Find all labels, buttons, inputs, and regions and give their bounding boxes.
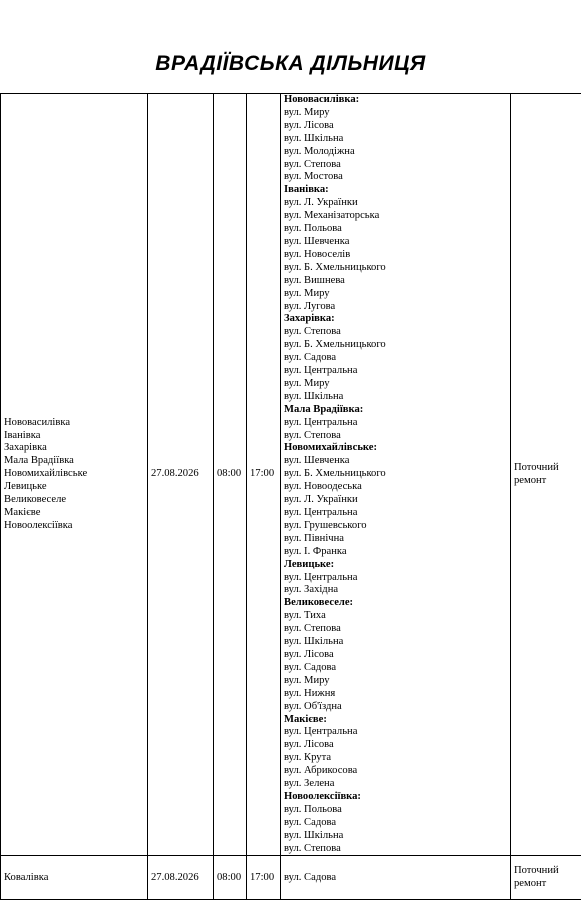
street-item: вул. Зелена [284,778,335,790]
start-time-cell: 08:00 [214,94,247,856]
street-item: вул. Шкільна [284,132,344,144]
street-item: вул. Степова [284,623,341,635]
settlement-name: Новомихайлівське [4,468,88,480]
street-item: вул. Садова [284,871,337,883]
page-title: ВРАДІЇВСЬКА ДІЛЬНИЦЯ [155,52,426,75]
street-item: вул. Новоселів [284,248,351,260]
street-item: вул. Садова [284,352,337,364]
street-item: вул. Механізаторська [284,210,380,222]
street-item: вул. Шевченка [284,455,350,467]
settlement-name: Іванівка [4,429,41,441]
settlement-name: Захарівка [4,442,47,454]
end-time-cell: 17:00 [247,856,281,900]
street-item: вул. Садова [284,661,337,673]
street-item: вул. Польова [284,803,342,815]
street-item: вул. Абрикосова [284,765,358,777]
street-item: вул. Б. Хмельницького [284,339,386,351]
village-heading: Мала Врадіївка: [284,403,364,415]
settlement-name: Левицьке [4,481,47,493]
street-item: вул. Центральна [284,365,358,377]
street-item: вул. Миру [284,377,330,389]
street-item: вул. Західна [284,584,339,596]
village-heading: Новомихайлівське: [284,442,378,454]
street-item: вул. Степова [284,158,341,170]
street-item: вул. Мостова [284,171,343,183]
village-heading: Захарівка: [284,313,335,325]
street-item: вул. Л. Українки [284,197,358,209]
street-item: вул. Вишнева [284,274,345,286]
settlement-name: Новоолексіївка [4,519,73,531]
street-item: вул. Центральна [284,726,358,738]
work-type-cell: Поточний ремонт [511,94,581,856]
settlements-cell [1,94,148,856]
street-item: вул. Новоодеська [284,481,362,493]
street-item: вул. Л. Українки [284,494,358,506]
street-item: вул. Центральна [284,571,358,583]
settlement-name: Макієве [4,507,41,518]
street-item: вул. Шевченка [284,235,350,247]
street-item: вул. Лісова [284,119,334,131]
street-item: вул. Б. Хмельницького [284,468,386,480]
street-item: вул. Степова [284,429,341,441]
street-item: вул. Лісова [284,739,334,751]
street-item: вул. Грушевського [284,519,367,531]
street-item: вул. Лугова [284,300,336,312]
street-item: вул. Польова [284,223,342,235]
street-item: вул. Об'їздна [284,700,342,712]
street-item: вул. Б. Хмельницького [284,261,386,273]
street-item: вул. Північна [284,532,344,544]
street-item: вул. Лісова [284,648,334,660]
village-heading: Макієве: [284,713,327,725]
streets-cell [281,94,511,856]
street-item: вул. Тиха [284,610,326,622]
village-heading: Левицьке: [284,558,335,570]
street-item: вул. Нижня [284,687,336,699]
street-item: вул. Шкільна [284,636,344,648]
street-item: вул. Шкільна [284,829,344,841]
street-item: вул. Садова [284,816,337,828]
street-item: вул. Крута [284,752,332,764]
settlements-cell [1,856,148,900]
street-item: вул. Молодіжна [284,145,355,157]
street-item: вул. Миру [284,674,330,686]
table-row [1,94,581,856]
street-item: вул. І. Франка [284,545,347,557]
village-heading: Новоолексіївка: [284,790,361,802]
end-time-cell: 17:00 [247,94,281,856]
street-item: вул. Шкільна [284,390,344,402]
streets-cell [281,856,511,900]
work-type-cell: Поточний ремонт [511,856,581,900]
date-cell: 27.08.2026 [148,856,214,900]
table-row [1,856,581,900]
date-cell: 27.08.2026 [148,94,214,856]
outage-schedule-table [0,93,581,900]
street-item: вул. Степова [284,842,341,854]
village-heading: Великовеселе: [284,597,354,609]
street-item: вул. Миру [284,106,330,118]
settlement-name: Великовеселе [4,494,67,506]
street-item: вул. Миру [284,287,330,299]
settlement-name: Ковалівка [4,871,49,883]
village-heading: Нововасилівка: [284,94,360,105]
settlement-name: Нововасилівка [4,416,71,428]
street-item: вул. Степова [284,326,341,338]
street-item: вул. Центральна [284,507,358,518]
settlement-name: Мала Врадіївка [4,455,74,467]
village-heading: Іванівка: [284,184,329,196]
start-time-cell: 08:00 [214,856,247,900]
street-item: вул. Центральна [284,416,358,428]
